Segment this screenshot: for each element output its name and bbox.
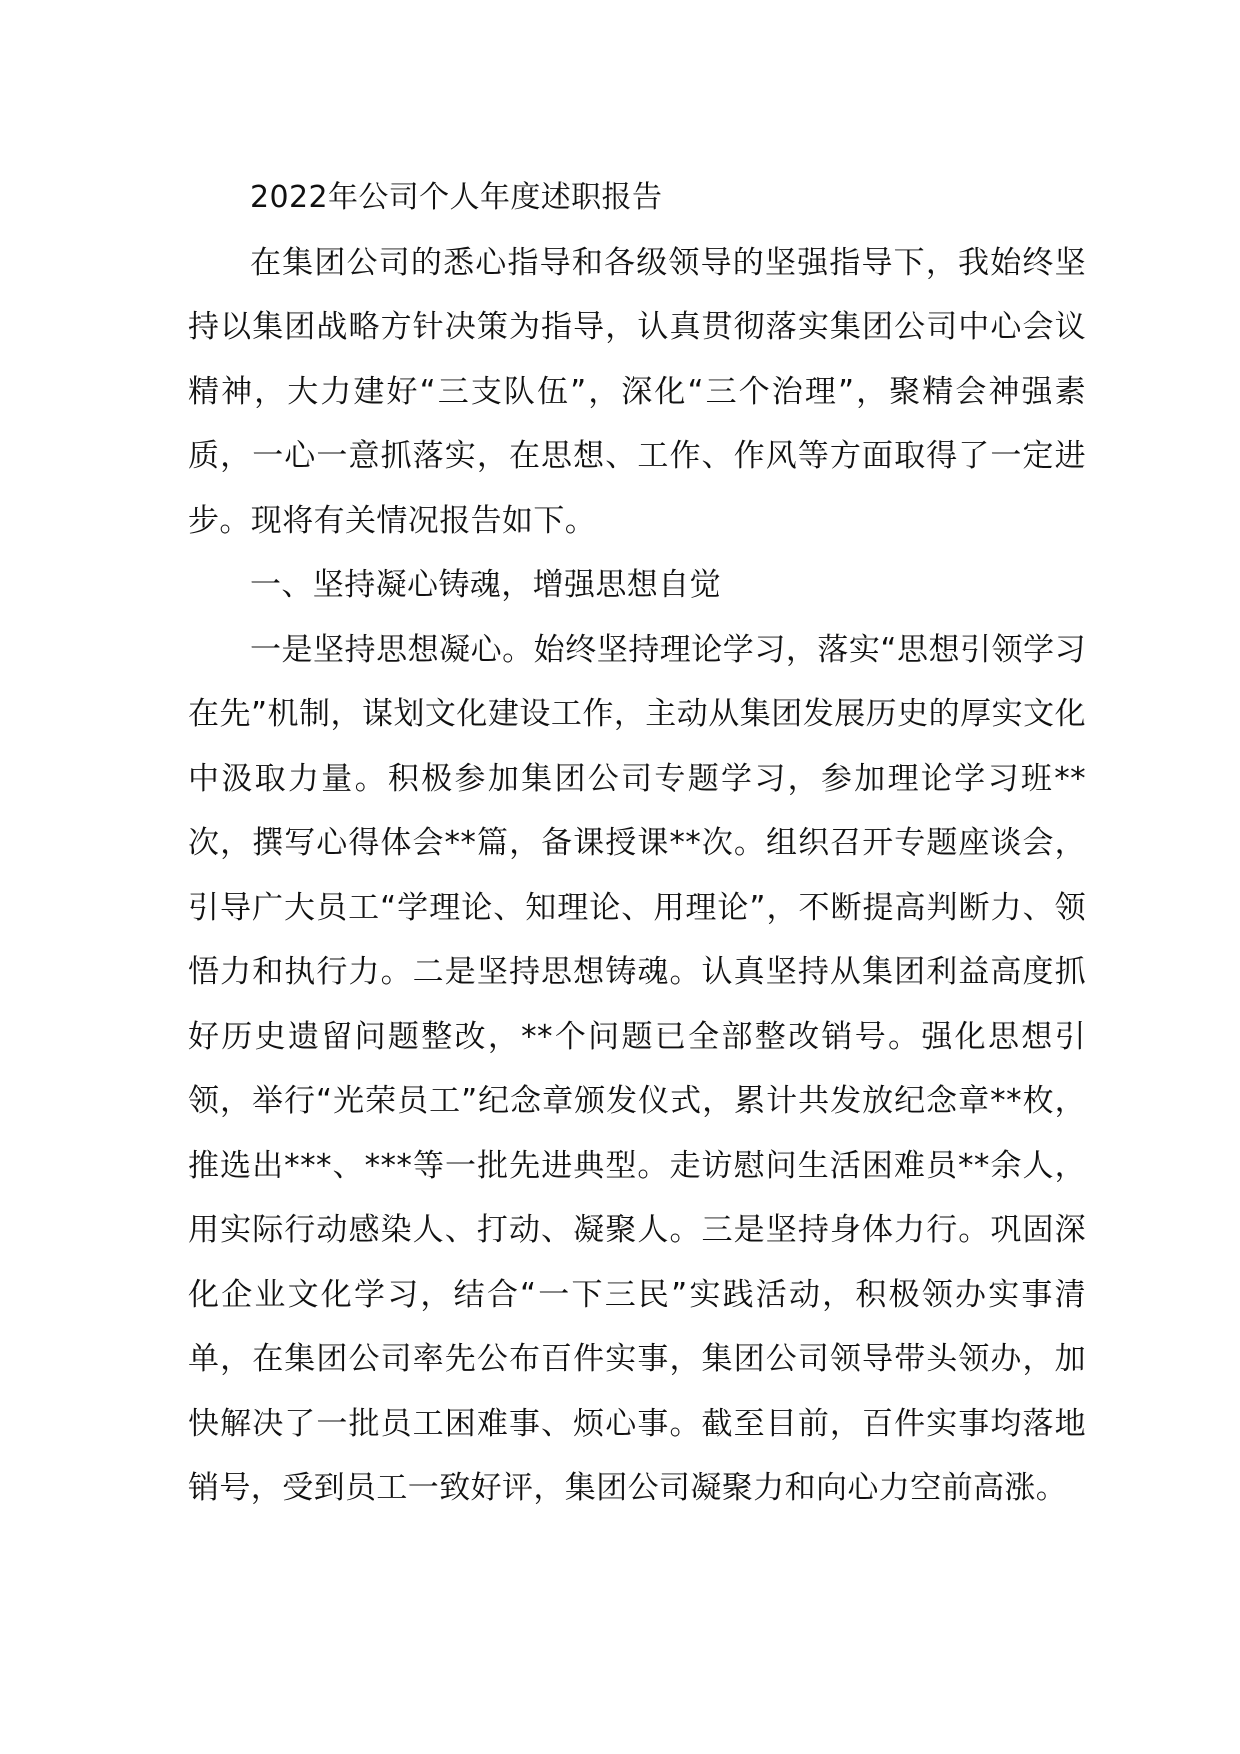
section-heading: 一、坚持凝心铸魂，增强思想自觉 — [250, 567, 721, 603]
document-body — [188, 166, 1086, 1521]
intro-paragraph: 在集团公司的悉心指导和各级领导的坚强指导下，我始终坚持以集团战略方针决策为指导，认真贯彻落实集团公司中心会议精神，大力建好“三支队伍”，深化“三个治理”，聚精会神强素质，一心一意抓落实，在思想、工作、作风等方面取得了一定进步。现将有关情况报告如下。 — [188, 244, 1086, 539]
section-paragraph: 一是坚持思想凝心。始终坚持理论学习，落实“思想引领学习在先”机制，谋划文化建设工作，主动从集团发展历史的厚实文化中汲取力量。积极参加集团公司专题学习，参加理论学习班**次，撰写心得体会**篇，备课授课**次。组织召开专题座谈会，引导广大员工“学理论、知理论、用理论”，不断提高判断力、领悟力和执行力。二是坚持思想铸魂。认真坚持从集团利益高度抓好历史遗留问题整改，**个问题已全部整改销号。强化思想引领，举行“光荣员工”纪念章颁发仪式，累计共发放纪念章**枚，推选出***、***等一批先进典型。走访慰问生活困难员**余人，用实际行动感染人、打动、凝聚人。三是坚持身体力行。巩固深化企业文化学习，结合“一下三民”实践活动，积极领办实事清单，在集团公司率先公布百件实事，集团公司领导带头领办，加快解决了一批员工困难事、烦心事。截至目前，百件实事均落地销号，受到员工一致好评，集团公司凝聚力和向心力空前高涨。 — [188, 631, 1086, 1506]
document-title: 2022年公司个人年度述职报告 — [250, 180, 663, 215]
